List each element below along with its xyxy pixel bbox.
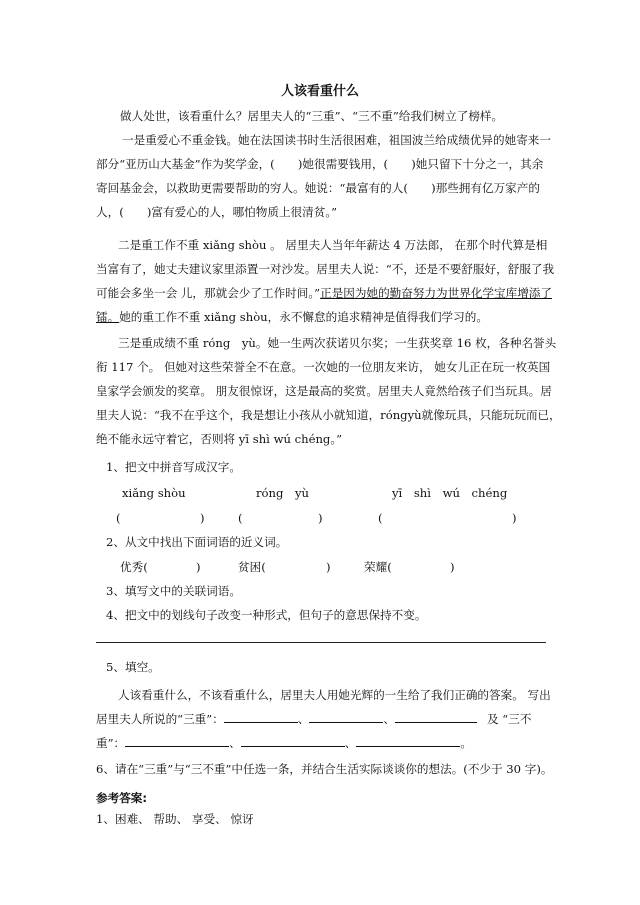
para2-line: 当富有了，她丈夫建议家里添置一对沙发。居里夫人说：“不，还是不要舒服好，舒服了我 — [96, 262, 555, 276]
para2-text: 她的重工作不重 xiǎng shòu，永不懈怠的追求精神是值得我们学习的。 — [119, 310, 488, 324]
para3-line: 三是重成绩不重 róng yù。她一生两次获诺贝尔奖；一生获奖章 16 枚，各种名誉头 — [118, 336, 557, 350]
underlined-sentence: 镭。 — [96, 310, 120, 324]
answer-1: 1、困难、 帮助、 享受、 惊讶 — [96, 812, 254, 826]
period: 。 — [460, 736, 472, 750]
para1-line: 寄回基金会，以救助更需要帮助的穷人。她说：“最富有的人( )那些拥有亿万家产的 — [96, 181, 540, 195]
synonym-word: 贫困( — [238, 560, 266, 574]
answer-paren-open: ( — [238, 511, 243, 525]
pinyin-word: yī shì wú chéng — [392, 486, 508, 500]
answer-paren-close: ) — [326, 560, 331, 574]
q5-line — [96, 732, 546, 754]
comma: 、 — [383, 712, 396, 726]
question-3: 3、填写文中的关联词语。 — [106, 584, 241, 598]
para3-line: 衔 117 个。 但她对这些荣誉全不在意。一次她的一位朋友来访， 她女儿正在玩一枚英国 — [96, 360, 551, 374]
question-2: 2、从文中找出下面词语的近义词。 — [106, 535, 288, 549]
answer-line — [96, 642, 546, 643]
question-1: 1、把文中拼音写成汉字。 — [106, 460, 241, 474]
para3-line: 皇家学会颁发的奖章。 朋友很惊讶，这是最高的奖赏。居里夫人竟然给孩子们当玩具。居 — [96, 384, 552, 398]
answers-heading: 参考答案: — [96, 791, 148, 805]
synonym-word: 荣耀( — [364, 560, 392, 574]
question-6: 6、请在“三重”与“三不重”中任选一条，并结合生活实际谈谈你的想法。(不少于 30 字)。 — [96, 762, 553, 776]
underlined-sentence: 正是因为她的勤奋努力为世界化学宝库增添了 — [320, 286, 552, 300]
intro-line: 做人处世，该看重什么？居里夫人的“三重”、“三不重”给我们树立了榜样。 — [120, 109, 504, 123]
fill-blank — [125, 734, 229, 747]
para2-text: 可能会多坐一会 儿，那就会少了工作时间。” — [96, 286, 321, 300]
answer-paren-close: ) — [196, 560, 201, 574]
q5-text: 居里夫人所说的“三重”： — [96, 712, 224, 726]
pinyin-word: róng yù — [256, 486, 310, 500]
answer-paren-close: ) — [512, 511, 517, 525]
para2-line: 二是重工作不重 xiǎng shòu 。 居里夫人当年年薪达 4 万法郎， 在那个时代算是相 — [118, 238, 548, 252]
para1-line: 人，( )富有爱心的人，哪怕物质上很清贫。” — [96, 205, 338, 219]
question-5: 5、填空。 — [106, 660, 160, 674]
page-title: 人该看重什么 — [280, 84, 359, 99]
q5-text: 人该看重什么，不该看重什么，居里夫人用她光辉的一生给了我们正确的答案。 写出 — [118, 688, 551, 702]
para1-line: 部分“亚历山大基金”作为奖学金，( )她很需要钱用，( )她只留下十分之一，其余 — [96, 157, 544, 171]
fill-blank — [309, 710, 383, 723]
fill-blank — [224, 710, 298, 723]
q5-text: 及 “三不 — [487, 712, 532, 726]
q5-text: 重”： — [96, 736, 126, 750]
para1-line: 一是重爱心不重金钱。她在法国读书时生活很困难，祖国波兰给成绩优异的她寄来一 — [122, 133, 551, 147]
fill-blank — [395, 710, 477, 723]
para3-line: 里夫人说：“我不在乎这个，我是想让小孩从小就知道，róngyù就像玩具，只能玩玩而已， — [96, 408, 561, 422]
answer-paren-open: ( — [378, 511, 383, 525]
q5-line — [96, 708, 546, 730]
answer-paren-close: ) — [200, 511, 205, 525]
comma: 、 — [344, 736, 357, 750]
comma: 、 — [229, 736, 241, 750]
fill-blank — [356, 734, 460, 747]
answer-paren-open: ( — [116, 511, 121, 525]
answer-paren-close: ) — [450, 560, 455, 574]
fill-blank — [241, 734, 345, 747]
synonym-word: 优秀( — [120, 560, 148, 574]
para2-line — [96, 282, 552, 304]
comma: 、 — [297, 712, 310, 726]
para2-line — [96, 306, 546, 328]
answer-paren-close: ) — [318, 511, 323, 525]
question-4: 4、把文中的划线句子改变一种形式，但句子的意思保持不变。 — [106, 608, 427, 622]
para3-line: 绝不能永远守着它，否则将 yī shì wú chéng。” — [96, 432, 343, 446]
pinyin-word: xiǎng shòu — [122, 486, 186, 500]
